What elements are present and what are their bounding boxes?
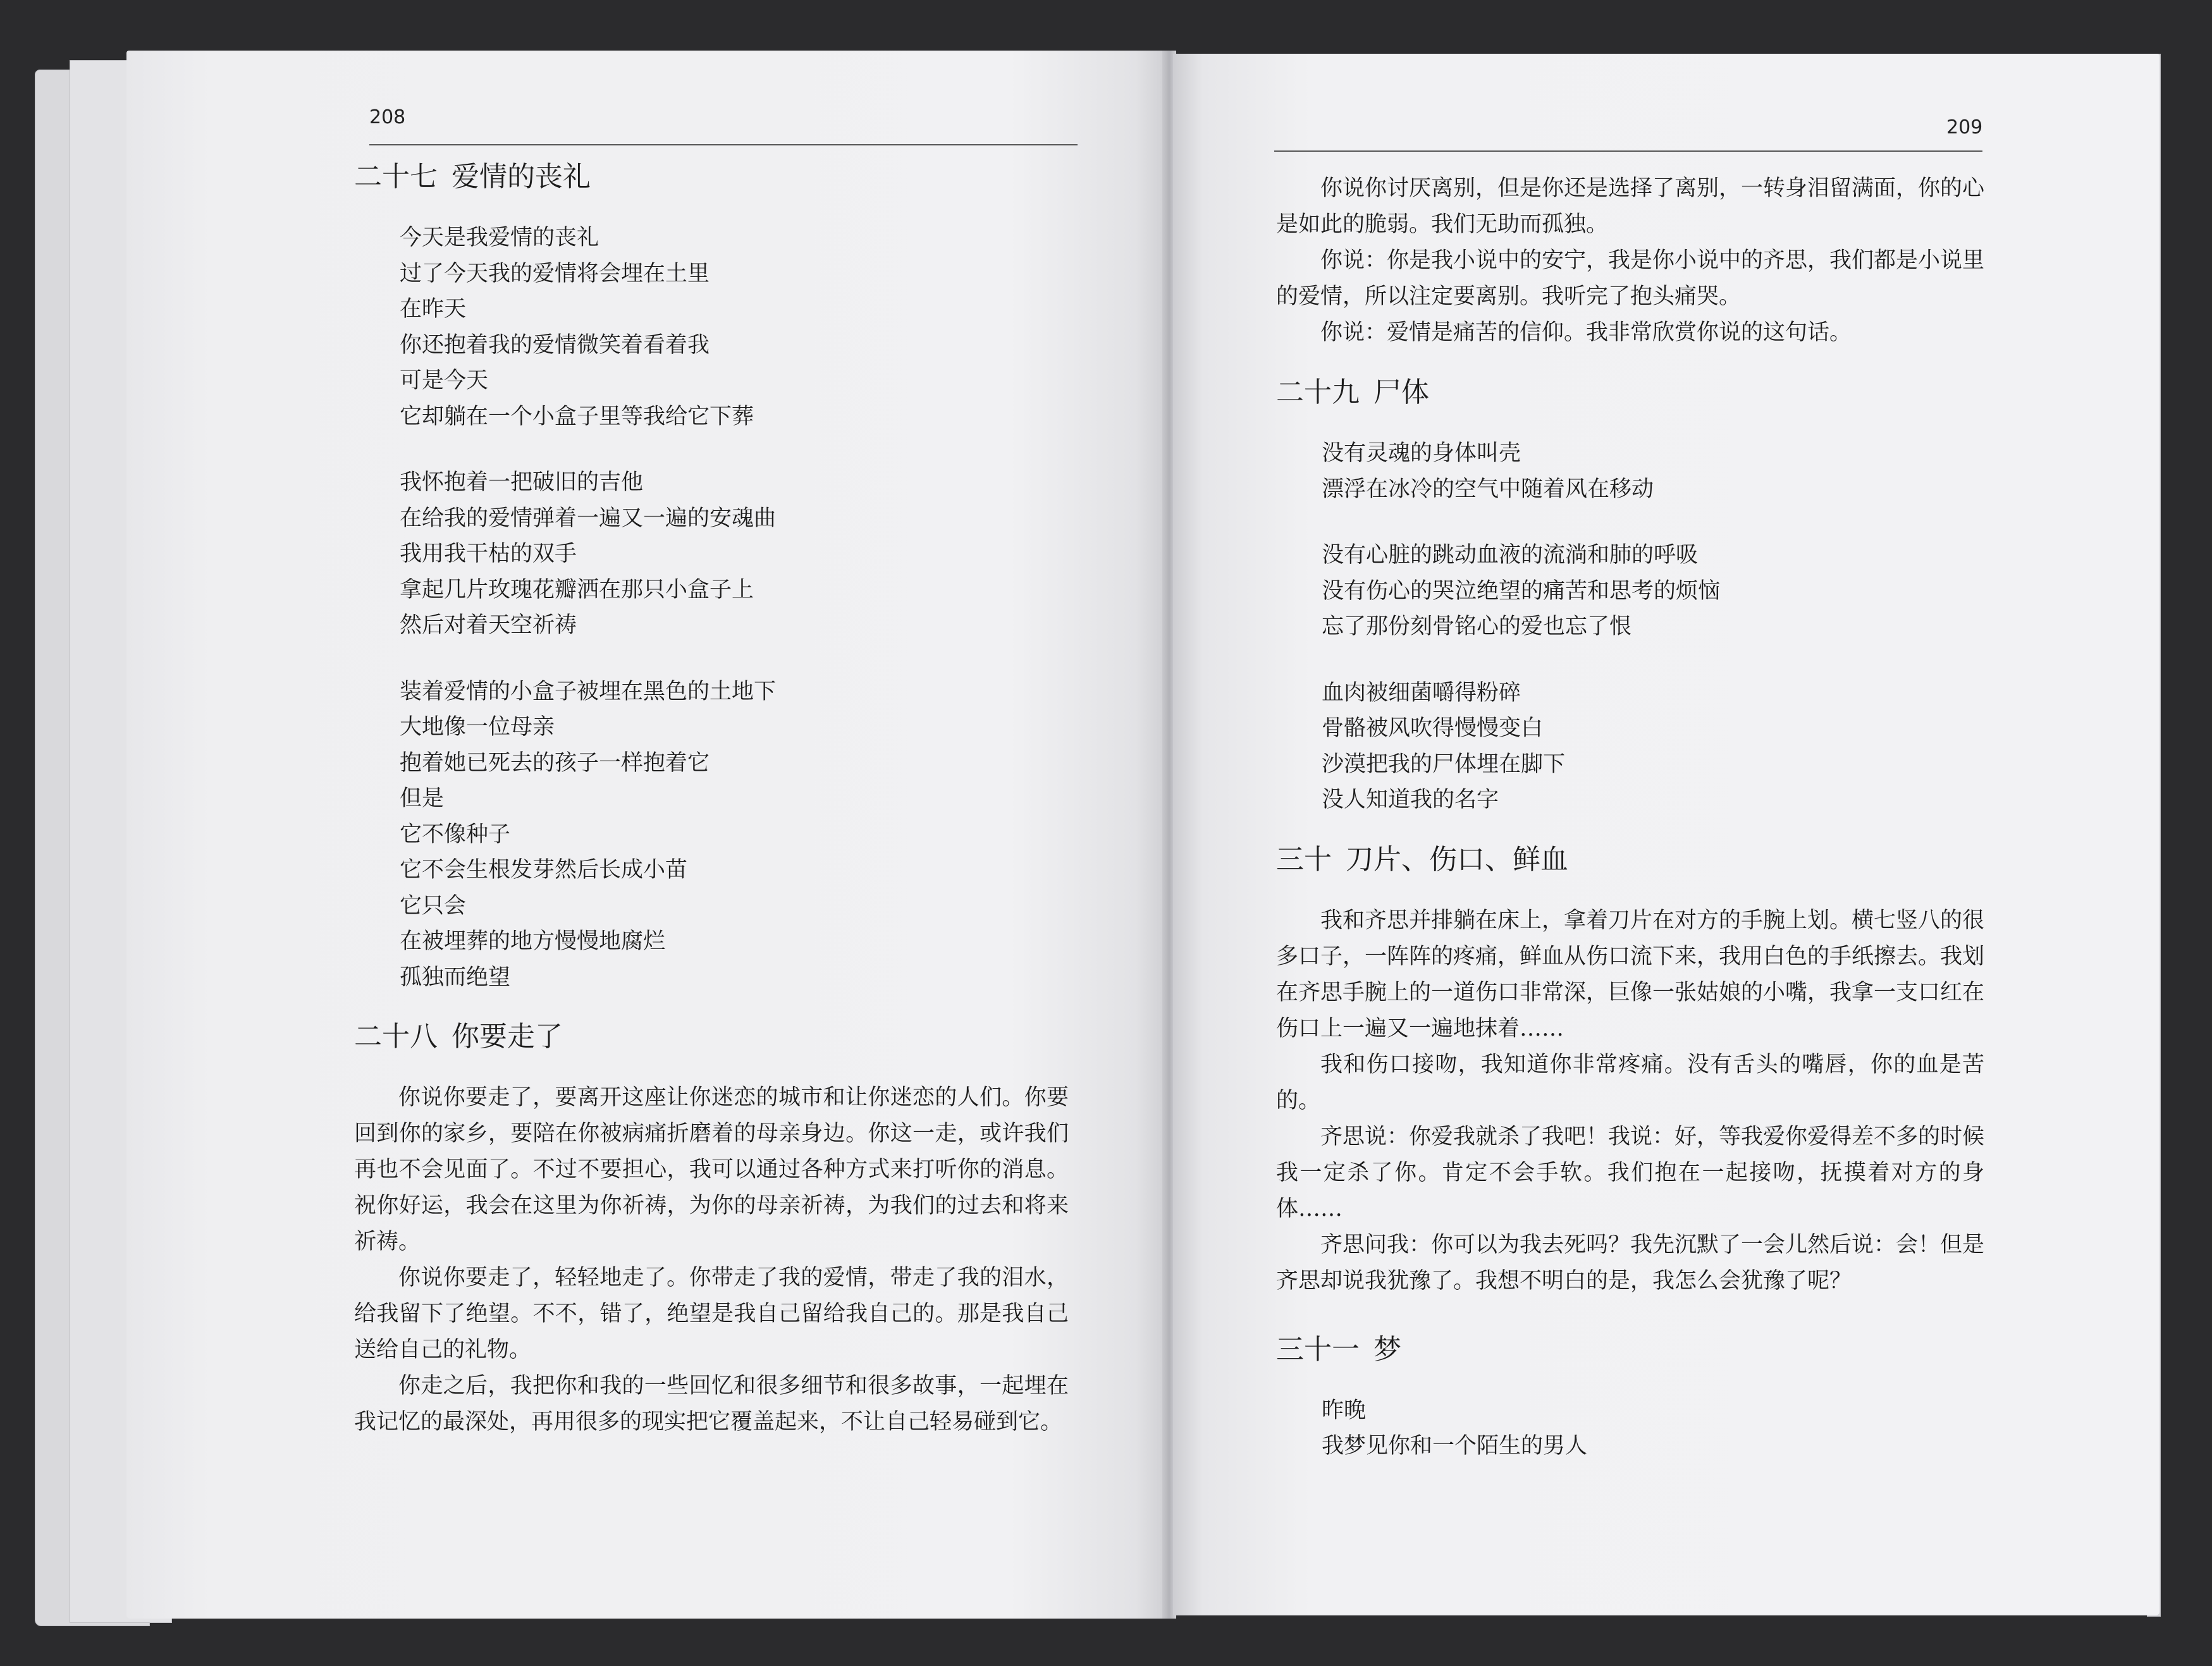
poem-block bbox=[1276, 1393, 1984, 1464]
poem-line: 骨骼被风吹得慢慢变白 bbox=[1322, 716, 1544, 741]
section-heading bbox=[354, 158, 1069, 196]
paragraph: 齐思问我：你可以为我去死吗？我先沉默了一会儿然后说：会！但是齐思却说我犹豫了。我想不明白的是，我怎么会犹豫了呢？ bbox=[1276, 1232, 1985, 1294]
left-header-rule bbox=[369, 144, 1078, 145]
poem-line: 漂浮在冰冷的空气中随着风在移动 bbox=[1322, 476, 1654, 502]
section-title: 你要走了 bbox=[452, 1020, 563, 1053]
poem-stanza bbox=[400, 674, 1069, 996]
continued-prose bbox=[1276, 171, 1984, 351]
poem-line: 我梦见你和一个陌生的男人 bbox=[1322, 1433, 1588, 1459]
section-number: 三十 bbox=[1276, 843, 1332, 876]
paragraph: 我和伤口接吻，我知道你非常疼痛。没有舌头的嘴唇，你的血是苦的。 bbox=[1276, 1051, 1984, 1113]
prose-block bbox=[1276, 903, 1984, 1299]
poem-line: 孤独而绝望 bbox=[400, 964, 511, 990]
section-heading bbox=[1276, 841, 1984, 879]
section-title: 梦 bbox=[1373, 1333, 1401, 1366]
paragraph: 你说：你是我小说中的安宁，我是你小说中的齐思，我们都是小说里的爱情，所以注定要离别。我听完了抱头痛哭。 bbox=[1276, 248, 1985, 309]
poem-line: 我怀抱着一把破旧的吉他 bbox=[400, 470, 644, 495]
poem-line: 昨晚 bbox=[1322, 1397, 1367, 1423]
section-number: 二十九 bbox=[1276, 376, 1360, 408]
left-page-number: 208 bbox=[369, 106, 406, 128]
poem-line: 忘了那份刻骨铭心的爱也忘了恨 bbox=[1322, 614, 1632, 639]
section-number: 三十一 bbox=[1276, 1333, 1360, 1366]
poem-line: 今天是我爱情的丧礼 bbox=[400, 225, 599, 250]
poem-line: 可是今天 bbox=[400, 368, 489, 393]
poem-line: 没人知道我的名字 bbox=[1322, 787, 1499, 812]
poem-line: 过了今天我的爱情将会埋在土里 bbox=[400, 260, 710, 286]
poem-line: 但是 bbox=[400, 786, 445, 811]
poem-line: 它只会 bbox=[400, 893, 467, 919]
poem-stanza bbox=[1322, 537, 1984, 645]
poem-line: 血肉被细菌嚼得粉碎 bbox=[1322, 680, 1521, 706]
poem-line: 没有伤心的哭泣绝望的痛苦和思考的烦恼 bbox=[1322, 578, 1721, 604]
poem-line: 我用我干枯的双手 bbox=[400, 541, 577, 567]
right-page-number: 209 bbox=[1946, 116, 1983, 138]
poem-stanza bbox=[400, 465, 1069, 644]
section-number: 二十七 bbox=[354, 161, 438, 193]
section-title: 尸体 bbox=[1373, 376, 1429, 408]
poem-line: 没有灵魂的身体叫壳 bbox=[1322, 441, 1521, 466]
poem-line: 在被埋葬的地方慢慢地腐烂 bbox=[400, 929, 666, 954]
paragraph: 齐思说：你爱我就杀了我吧！我说：好，等我爱你爱得差不多的时候我一定杀了你。肯定不会手软。我们抱在一起接吻，抚摸着对方的身体…… bbox=[1276, 1124, 1985, 1222]
poem-line: 在昨天 bbox=[400, 297, 467, 322]
poem-stanza bbox=[400, 220, 1069, 434]
poem-line: 它不会生根发芽然后长成小苗 bbox=[400, 857, 688, 883]
poem-line: 它不像种子 bbox=[400, 821, 511, 847]
prose-block bbox=[354, 1080, 1069, 1440]
section-title: 刀片、伤口、鲜血 bbox=[1346, 843, 1568, 876]
section-heading bbox=[1276, 1331, 1984, 1369]
paragraph: 你说：爱情是痛苦的信仰。我非常欣赏你说的这句话。 bbox=[1320, 320, 1852, 345]
poem-block bbox=[1276, 436, 1984, 818]
poem-stanza bbox=[1322, 1393, 1984, 1464]
poem-line: 抱着她已死去的孩子一样抱着它 bbox=[400, 750, 710, 776]
section-heading bbox=[1276, 374, 1984, 412]
poem-line: 大地像一位母亲 bbox=[400, 714, 555, 740]
paragraph: 你说你要走了，要离开这座让你迷恋的城市和让你迷恋的人们。你要回到你的家乡，要陪在你被病痛折磨着的母亲身边。你这一走，或许我们再也不会见面了。不过不要担心，我可以通过各种方式来打听你的消息。祝你好运，我会在这里为你祈祷，为你的母亲祈祷，为我们的过去和将来祈祷。 bbox=[354, 1085, 1069, 1254]
poem-block bbox=[354, 220, 1069, 995]
paragraph: 你说你讨厌离别，但是你还是选择了离别，一转身泪留满面，你的心是如此的脆弱。我们无助而孤独。 bbox=[1276, 176, 1985, 237]
left-page-content bbox=[354, 158, 1069, 1440]
poem-line: 没有心脏的跳动血液的流淌和肺的呼吸 bbox=[1322, 542, 1699, 568]
right-page-content bbox=[1276, 171, 1984, 1464]
poem-line: 在给我的爱情弹着一遍又一遍的安魂曲 bbox=[400, 505, 777, 531]
right-header-rule bbox=[1274, 150, 1982, 152]
poem-line: 拿起几片玫瑰花瓣洒在那只小盒子上 bbox=[400, 577, 754, 603]
paragraph: 我和齐思并排躺在床上，拿着刀片在对方的手腕上划。横七竖八的很多口子，一阵阵的疼痛，鲜血从伤口流下来，我用白色的手纸擦去。我划在齐思手腕上的一道伤口非常深，巨像一张姑娘的小嘴，我拿一支口红在伤口上一遍又一遍地抹着…… bbox=[1276, 907, 1985, 1041]
poem-line: 沙漠把我的尸体埋在脚下 bbox=[1322, 751, 1566, 777]
poem-stanza bbox=[1322, 675, 1984, 818]
poem-stanza bbox=[1322, 436, 1984, 507]
poem-line: 你还抱着我的爱情微笑着看着我 bbox=[400, 332, 710, 358]
poem-line: 然后对着天空祈祷 bbox=[400, 613, 577, 638]
section-number: 二十八 bbox=[354, 1020, 438, 1053]
section-title: 爱情的丧礼 bbox=[452, 161, 591, 193]
paragraph: 你说你要走了，轻轻地走了。你带走了我的爱情，带走了我的泪水，给我留下了绝望。不不，错了，绝望是我自己留给我自己的。那是我自己送给自己的礼物。 bbox=[354, 1265, 1069, 1363]
section-heading bbox=[354, 1018, 1069, 1056]
poem-line: 它却躺在一个小盒子里等我给它下葬 bbox=[400, 403, 754, 429]
poem-line: 装着爱情的小盒子被埋在黑色的土地下 bbox=[400, 678, 777, 704]
paragraph: 你走之后，我把你和我的一些回忆和很多细节和很多故事，一起埋在我记忆的最深处，再用很多的现实把它覆盖起来，不让自己轻易碰到它。 bbox=[354, 1373, 1069, 1435]
